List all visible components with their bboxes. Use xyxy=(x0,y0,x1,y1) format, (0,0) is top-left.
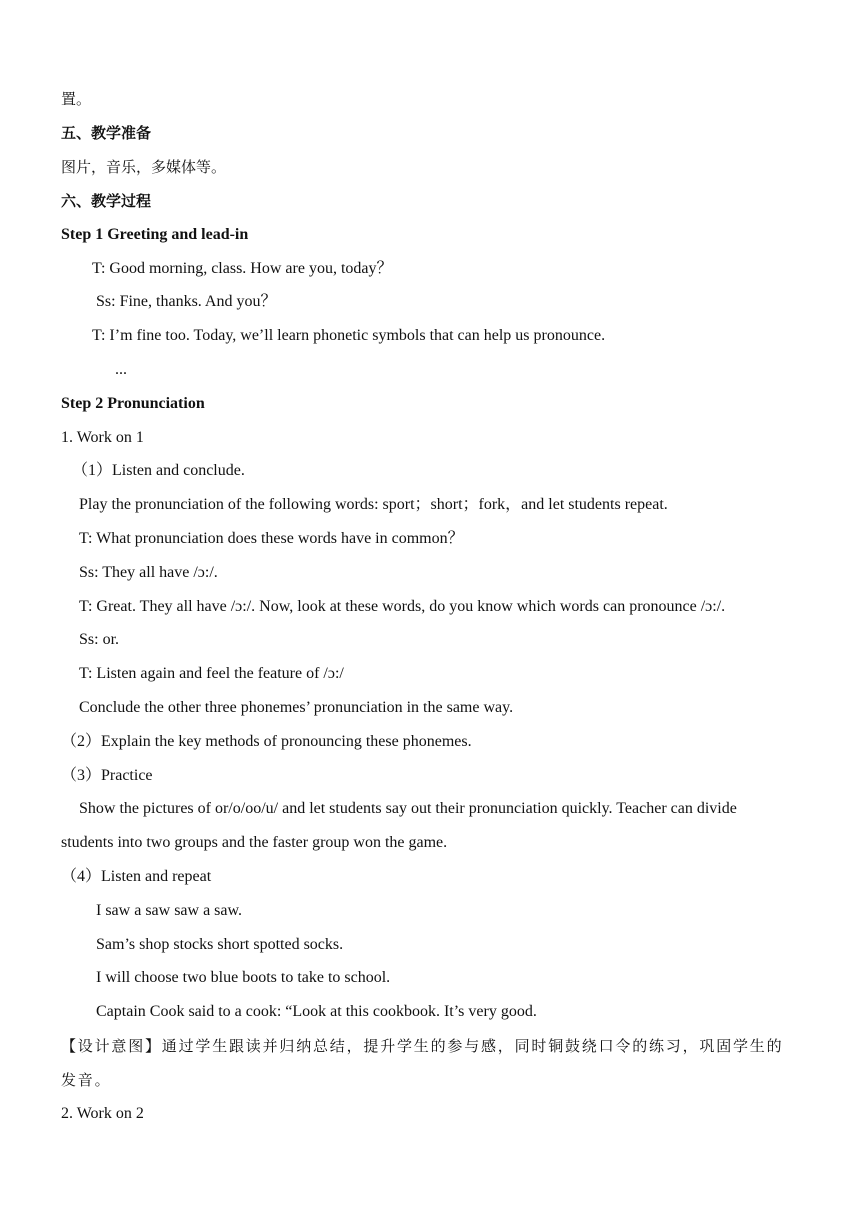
text-line: Show the pictures of or/o/oo/u/ and let students say out their pronunciation quickly. Teacher can divide xyxy=(79,800,737,817)
subsection-heading: 1. Work on 1 xyxy=(61,429,144,446)
dialogue-line: T: What pronunciation does these words have in common？ xyxy=(79,530,464,547)
text-line: 置。 xyxy=(61,90,92,108)
dialogue-line: Ss: They all have /ɔ:/. xyxy=(79,564,218,581)
ellipsis-line: ... xyxy=(115,361,127,378)
activity-heading: （1）Listen and conclude. xyxy=(72,462,245,479)
subsection-heading: 2. Work on 2 xyxy=(61,1105,144,1122)
dialogue-line: T: Great. They all have /ɔ:/. Now, look at these words, do you know which words can pronounce /ɔ:/. xyxy=(79,598,726,615)
design-intent: 发音。 xyxy=(61,1071,112,1089)
activity-heading: （3）Practice xyxy=(61,767,153,784)
activity-heading: （2）Explain the key methods of pronouncing these phonemes. xyxy=(61,733,472,750)
dialogue-line: T: Listen again and feel the feature of /ɔ:/ xyxy=(79,665,344,682)
step-heading: Step 1 Greeting and lead-in xyxy=(61,226,249,243)
text-line: 图片，音乐，多媒体等。 xyxy=(61,158,227,176)
dialogue-line: Ss: or. xyxy=(79,631,120,648)
text-line: Play the pronunciation of the following words: sport；short；fork，and let students repeat. xyxy=(79,496,668,513)
dialogue-line: Ss: Fine, thanks. And you？ xyxy=(96,293,277,310)
dialogue-line: T: I’m fine too. Today, we’ll learn phonetic symbols that can help us pronounce. xyxy=(92,327,606,344)
tongue-twister: Sam’s shop stocks short spotted socks. xyxy=(96,936,344,953)
section-heading: 五、教学准备 xyxy=(61,124,152,142)
tongue-twister: Captain Cook said to a cook: “Look at this cookbook. It’s very good. xyxy=(96,1003,537,1020)
step-heading: Step 2 Pronunciation xyxy=(61,395,205,412)
dialogue-line: T: Good morning, class. How are you, today？ xyxy=(92,260,393,277)
tongue-twister: I saw a saw saw a saw. xyxy=(96,902,243,919)
design-intent: 【设计意图】通过学生跟读并归纳总结，提升学生的参与感，同时铜鼓绕口令的练习，巩固学生的 xyxy=(61,1037,784,1055)
text-line: students into two groups and the faster group won the game. xyxy=(61,834,448,851)
activity-heading: （4）Listen and repeat xyxy=(61,868,212,885)
text-line: Conclude the other three phonemes’ pronunciation in the same way. xyxy=(79,699,514,716)
section-heading: 六、教学过程 xyxy=(61,192,152,210)
tongue-twister: I will choose two blue boots to take to school. xyxy=(96,969,391,986)
